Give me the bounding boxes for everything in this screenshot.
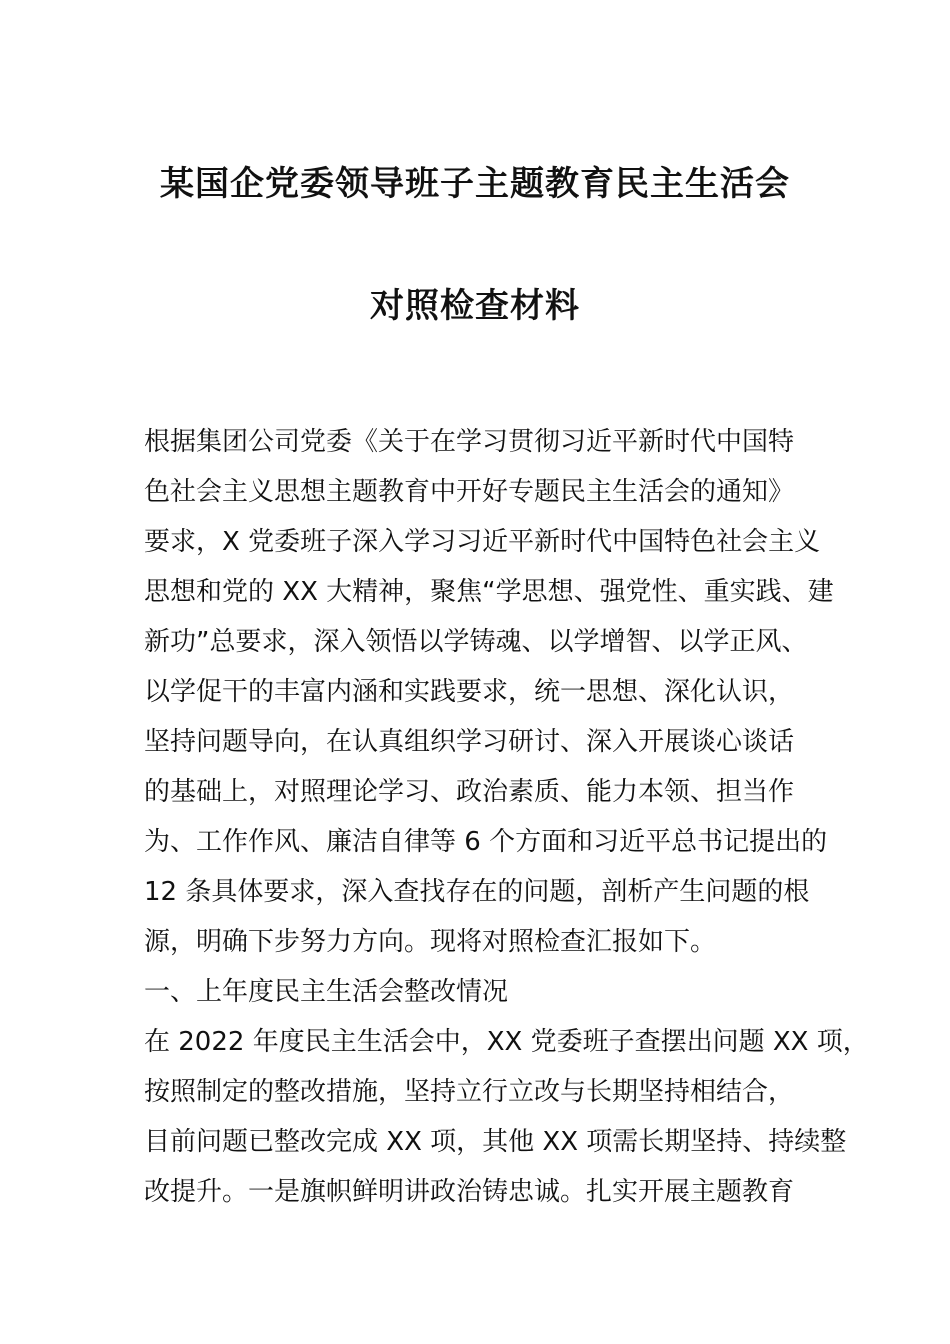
paragraph-line: 按照制定的整改措施，坚持立行立改与长期坚持相结合， [144, 1077, 795, 1107]
paragraph-line: 改提升。一是旗帜鲜明讲政治铸忠诚。扎实开展主题教育 [144, 1177, 795, 1207]
paragraph-line: 新功”总要求，深入领悟以学铸魂、以学增智、以学正风、 [144, 627, 808, 657]
paragraph-line: 为、工作作风、廉洁自律等 6 个方面和习近平总书记提出的 [144, 827, 828, 857]
section-heading: 一、上年度民主生活会整改情况 [144, 977, 509, 1007]
paragraph-line: 根据集团公司党委《关于在学习贯彻习近平新时代中国特 [144, 427, 795, 457]
paragraph-line: 坚持问题导向，在认真组织学习研讨、深入开展谈心谈话 [144, 727, 795, 757]
paragraph-line: 源，明确下步努力方向。现将对照检查汇报如下。 [144, 927, 717, 957]
paragraph-line: 思想和党的 XX 大精神，聚焦“学思想、强党性、重实践、建 [144, 577, 834, 607]
paragraph-line: 色社会主义思想主题教育中开好专题民主生活会的通知》 [144, 477, 795, 507]
document-title-line-2: 对照检查材料 [370, 286, 580, 326]
document-title-line-1: 某国企党委领导班子主题教育民主生活会 [160, 164, 790, 204]
paragraph-line: 要求，X 党委班子深入学习习近平新时代中国特色社会主义 [144, 527, 821, 557]
paragraph-line: 在 2022 年度民主生活会中，XX 党委班子查摆出问题 XX 项， [144, 1027, 869, 1057]
paragraph-line: 以学促干的丰富内涵和实践要求，统一思想、深化认识， [144, 677, 795, 707]
paragraph-line: 12 条具体要求，深入查找存在的问题，剖析产生问题的根 [144, 877, 810, 907]
document-body [144, 417, 869, 1217]
paragraph-line: 目前问题已整改完成 XX 项，其他 XX 项需长期坚持、持续整 [144, 1127, 847, 1157]
paragraph-line: 的基础上，对照理论学习、政治素质、能力本领、担当作 [144, 777, 795, 807]
